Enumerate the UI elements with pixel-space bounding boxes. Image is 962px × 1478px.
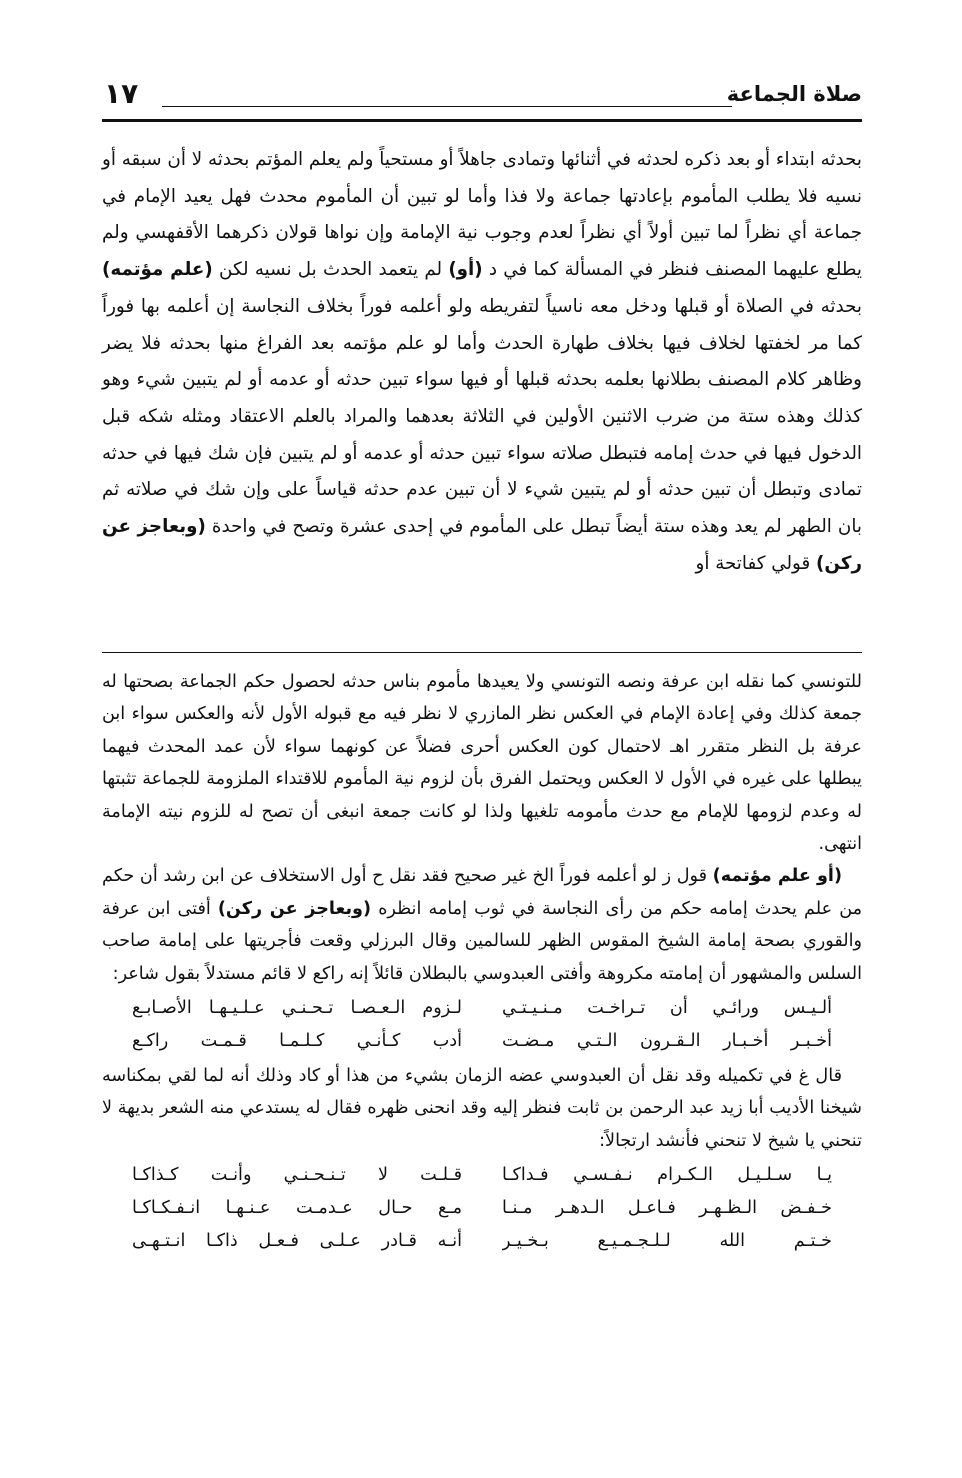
poem-block [102, 1159, 862, 1258]
main-text-part: بحدثه في الصلاة أو قبلها ودخل معه ناسياً لتفريطه ولو أعلمه فوراً بخلاف النجاسة إن أعلمه بها فوراً كما مر لخفتها لخلاف فيها بخلاف طهارة الحدث وأما لو علم مؤتمه بعد الفراغ منها بحدثه فلا يضر وظاهر كلام المصنف بطلانها بعلمه بحدثه قبلها أو فيها سواء تبين حدثه أو عدمه أو لم يتبين شيء وهو كذلك وهذه ستة من ضرب الاثنين الأولين في الثلاثة بعدهما والمراد بالعلم الاعتقاد ومثله شكه قبل الدخول فيها في حدث إمامه فتبطل صلاته سواء تبين حدثه أو عدمه أو لم يتبين فإن شك فيها في حدثه تمادى وتبطل أن تبين حدثه أو لم يتبين شيء لا أن تبين عدم حدثه قياساً على وإن شك في صلاته ثم بان الطهر لم يعد وهذه ستة أيضاً تبطل على المأموم في إحدى عشرة وتصح في واحدة [102, 295, 862, 538]
poem-block [102, 992, 862, 1058]
header-leader-line [162, 106, 732, 107]
verse-first-hemistich: خـفـض الـظـهـر فـاعـل الـدهـر مـنـا [502, 1198, 832, 1219]
verse-second-hemistich: أنـه قـادر عـلـى فـعـل ذاكـا انـتـهـى [132, 1231, 462, 1252]
poem-verse [102, 1025, 862, 1058]
main-paragraph [102, 142, 862, 582]
main-text-part: لم يتعمد الحدث بل نسيه لكن [219, 259, 443, 281]
verse-second-hemistich: مـع حـال عـدمـت عـنـهـا انـفـكـاكـا [132, 1198, 462, 1219]
verse-second-hemistich: لـزوم الـعـصـا تـحـنـي عـلـيـهـا الأصـابـع [132, 998, 462, 1019]
bold-term: (أو علم مؤتمه) [712, 866, 843, 887]
footnote-paragraph [102, 860, 862, 990]
verse-first-hemistich: أخـبـر أخـبـار الـقـرون الـتـي مـضـت [502, 1031, 832, 1052]
poem-verse [102, 992, 862, 1025]
bold-term: (أو) [448, 259, 483, 281]
header-title: صلاة الجماعة [719, 82, 862, 106]
main-text-part: قولي كفاتحة أو [695, 552, 811, 574]
header-rule [102, 119, 862, 122]
poem-verse [102, 1159, 862, 1192]
running-header [102, 78, 862, 118]
bold-term: (وبعاجز عن ركن) [217, 898, 372, 919]
page-number: ١٧ [104, 77, 139, 110]
poem-verse [102, 1225, 862, 1258]
footnote-paragraph: قال غ في تكميله وقد نقل أن العبدوسي عضه الزمان بشيء من هذا أو كاد وذلك أنه لما لقي بمكناسه شيخنا الأديب أبا زيد عبد الرحمن بن ثابت فنظر إليه وقد انحنى ظهره فقال له يستدعي منه الشعر بديهة لا تنحني يا شيخ لا تنحني فأنشد ارتجالاً: [102, 1066, 862, 1151]
footnote-text-part: أفتى ابن عرفة والقوري بصحة إمامة الشيخ المقوس الظهر للسالمين وقال البرزلي وقعت فأجريتها على إمامة صاحب السلس والمشهور أن إمامته مكروهة وأفتى العبدوسي بالبطلان قائلاً إنه راكع لا قائم مستدلاً بقول شاعر: [102, 898, 862, 984]
main-text-part: بحدثه ابتداء أو بعد ذكره لحدثه في أثنائها وتمادى جاهلاً أو مستحياً ولم يعلم المؤتم بحدثه لا أن سبقه أو نسيه فلا يطلب المأموم بإعادتها جماعة ولا فذا وأما لو تبين أن المأموم محدث فهل يعيد الإمام في جماعة أي نظراً لما تبين أولاً أي نظراً لعدم وجوب نية الإمامة وإن نواها قولان ذكرهما الأقفهسي ولم يطلع عليهما المصنف فنظر في المسألة كما في د [102, 149, 863, 281]
verse-second-hemistich: أدب كـأنـي كـلـمـا قـمـت راكـع [132, 1031, 462, 1052]
footnote-separator [102, 652, 862, 653]
bold-term: (وبعاجز عن ركن) [102, 516, 862, 574]
verse-first-hemistich: خـتـم الله لـلـجـمـيـع بـخـيـر [502, 1231, 832, 1252]
footnotes [102, 666, 862, 1260]
footnote-text-part: قول ز لو أعلمه فوراً الخ غير صحيح فقد نقل ح أول الاستخلاف عن ابن رشد أن حكم من علم يحدث إمامه حكم من رأى النجاسة في ثوب إمامه انظره [102, 866, 863, 919]
poem-verse [102, 1192, 862, 1225]
verse-first-hemistich: يـا سـلـيـل الـكـرام نـفـسـي فـداكـا [502, 1165, 832, 1186]
footnote-paragraph: للتونسي كما نقله ابن عرفة ونصه التونسي ولا يعيدها مأموم بناس حدثه لحصول حكم الجماعة بصحتها له جمعة كذلك وفي إعادة الإمام في العكس نظر المازري لا نظر فيه مع قبوله الأول لأنه والعكس سواء ابن عرفة بل النظر متقرر اهـ لاحتمال كون العكس أحرى فضلاً عن كونهما سواء لأن عمد المحدث فيهما يبطلها على غيره في الأول لا العكس ويحتمل الفرق بأن لزوم نية المأموم للاقتداء الملزومة للجماعة تثبتها له وعدم لزومها للإمام مع حدث مأمومه تلغيها ولذا لو كانت جمعة انبغى أن تصح له للزوم نيته الإمامة انتهى. [102, 672, 862, 855]
main-text [102, 142, 862, 582]
verse-second-hemistich: قـلـت لا تـنـحـنـي وأنـت كـذاكـا [132, 1165, 462, 1186]
verse-first-hemistich: ألـيـس ورائـي أن تـراخـت مـنـيـتـي [502, 998, 832, 1019]
bold-term: (علم مؤتمه) [102, 259, 213, 281]
